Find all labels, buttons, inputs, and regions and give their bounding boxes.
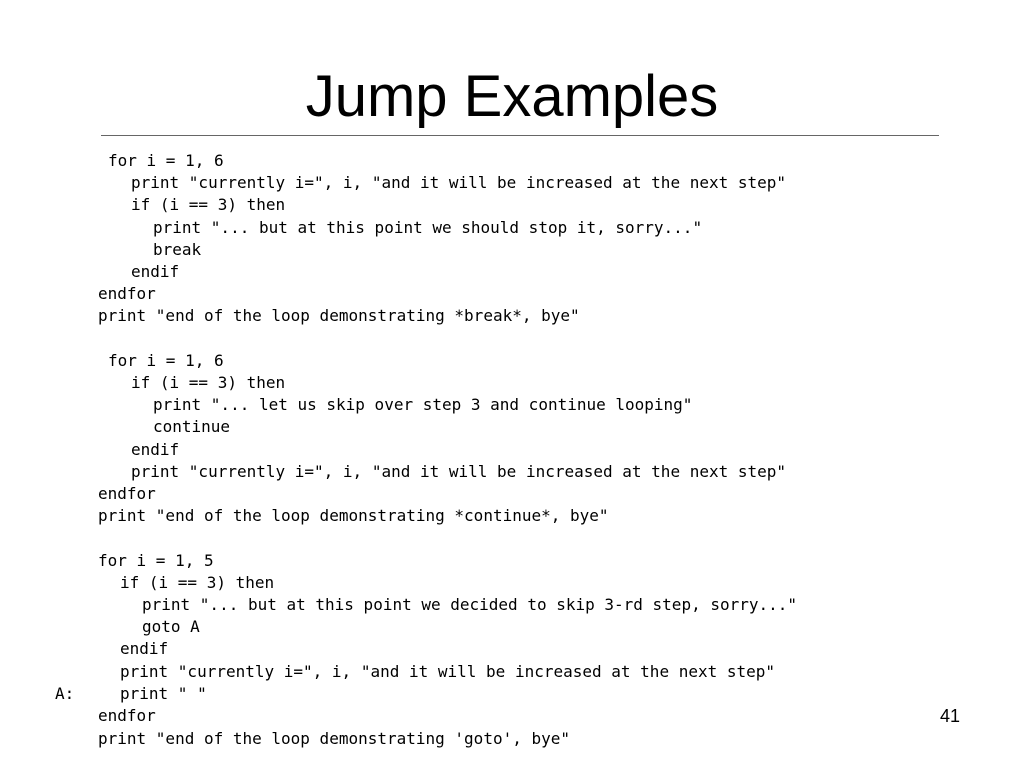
code-line: endfor <box>98 284 156 303</box>
slide-number: 41 <box>939 706 960 726</box>
code-line: print "end of the loop demonstrating *break*, bye" <box>98 306 580 325</box>
code-line: print "currently i=", i, "and it will be increased at the next step" <box>131 462 787 481</box>
code-line: for i = 1, 5 <box>98 551 214 570</box>
code-line: if (i == 3) then <box>131 195 286 214</box>
slide-title: Jump Examples <box>305 64 719 129</box>
code-line: print "currently i=", i, "and it will be increased at the next step" <box>131 173 787 192</box>
code-line: if (i == 3) then <box>120 573 275 592</box>
code-line: endif <box>131 262 180 281</box>
code-line: print "... let us skip over step 3 and continue looping" <box>153 395 693 414</box>
code-line: continue <box>153 417 231 436</box>
code-line: for i = 1, 6 <box>108 351 224 370</box>
code-line: print "... but at this point we decided to skip 3-rd step, sorry..." <box>142 595 798 614</box>
goto-label: A: <box>55 684 75 703</box>
code-line: endif <box>131 440 180 459</box>
code-line: endif <box>120 639 169 658</box>
code-line: print "currently i=", i, "and it will be increased at the next step" <box>120 662 776 681</box>
code-line: print " " <box>120 684 207 703</box>
code-line: endfor <box>98 484 156 503</box>
title-divider <box>101 135 939 136</box>
code-line: print "end of the loop demonstrating *continue*, bye" <box>98 506 609 525</box>
code-line: endfor <box>98 706 156 725</box>
code-line: print "end of the loop demonstrating 'goto', bye" <box>98 729 571 748</box>
code-line: for i = 1, 6 <box>108 151 224 170</box>
code-line: goto A <box>142 617 200 636</box>
code-line: print "... but at this point we should stop it, sorry..." <box>153 218 703 237</box>
code-line: if (i == 3) then <box>131 373 286 392</box>
code-line: break <box>153 240 202 259</box>
